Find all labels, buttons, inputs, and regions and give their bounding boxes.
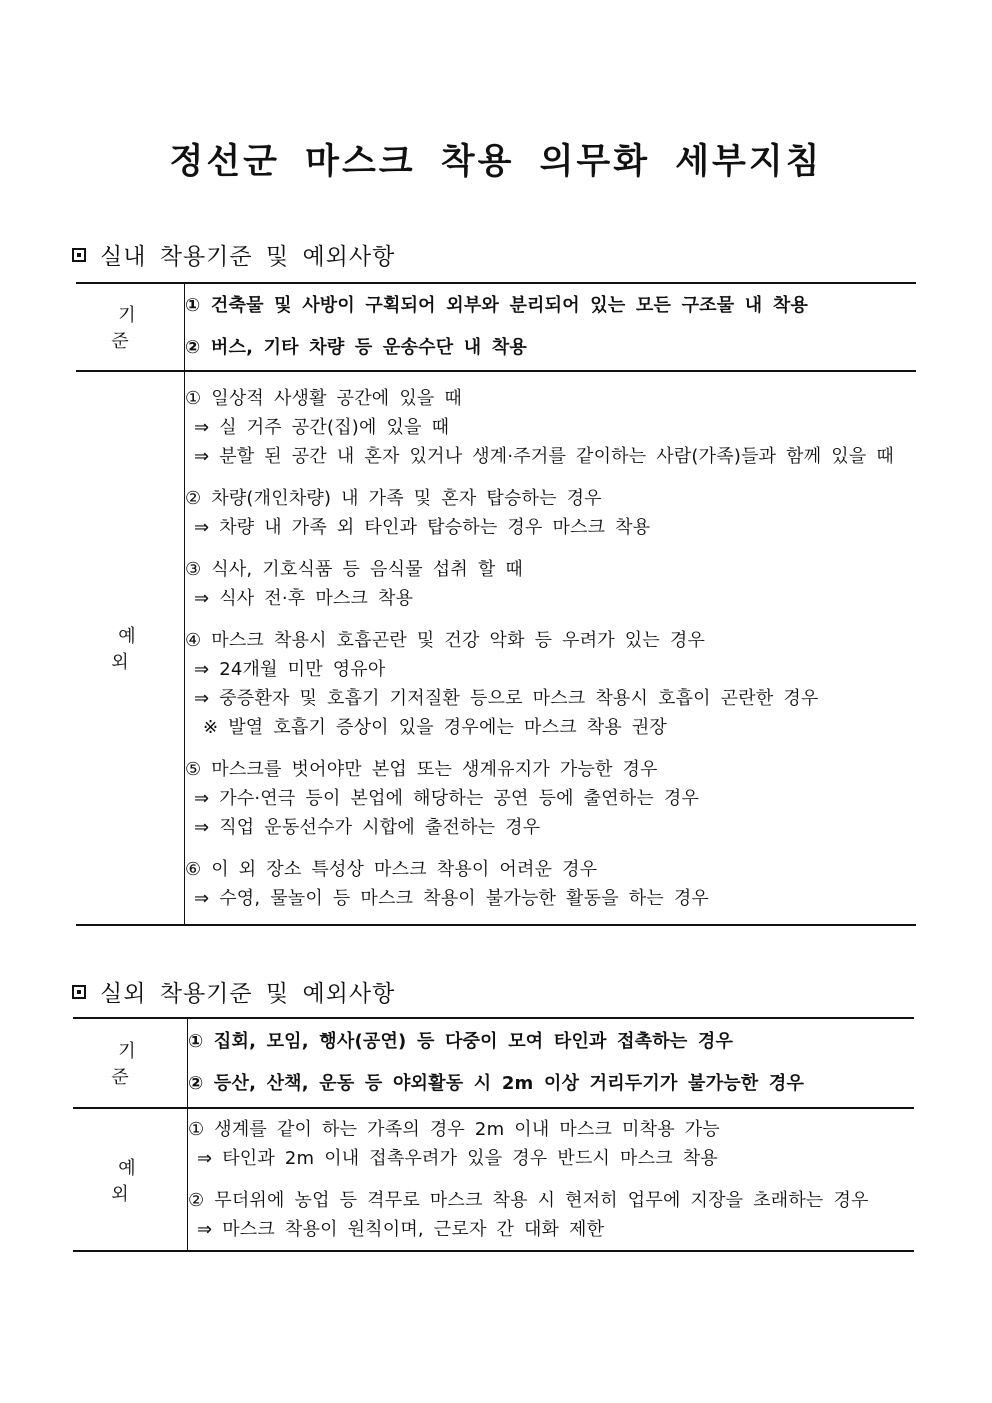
exception-head: ④ 마스크 착용시 호흡곤란 및 건강 악화 등 우려가 있는 경우 — [185, 629, 706, 651]
exception-head: ③ 식사, 기호식품 등 음식물 섭취 할 때 — [185, 558, 523, 580]
standard-cell — [185, 283, 917, 371]
exception-cell — [185, 371, 917, 925]
square-bullet-icon — [72, 248, 86, 262]
exception-sub: ⇒ 마스크 착용이 원칙이며, 근로자 간 대화 제한 — [197, 1219, 605, 1240]
exception-group — [188, 1186, 914, 1244]
exception-head: ② 차량(개인차량) 내 가족 및 혼자 탑승하는 경우 — [185, 487, 602, 509]
exception-group — [185, 384, 916, 471]
exception-sub: ⇒ 24개월 미만 영유아 — [194, 658, 386, 680]
section-heading-text: 실외 착용기준 및 예외사항 — [100, 981, 396, 1007]
exception-head: ① 생계를 같이 하는 가족의 경우 2m 이내 마스크 미착용 가능 — [188, 1119, 720, 1140]
square-bullet-icon — [72, 985, 86, 999]
standard-item: ① 집회, 모임, 행사(공연) 등 다중이 모여 타인과 접촉하는 경우 — [188, 1031, 734, 1052]
exception-group — [185, 855, 916, 913]
standard-label: 기 준 — [73, 1018, 188, 1108]
exception-sub: ⇒ 가수·연극 등이 본업에 해당하는 공연 등에 출연하는 경우 — [194, 787, 700, 809]
exception-note: ※ 발열 호흡기 증상이 있을 경우에는 마스크 착용 권장 — [203, 716, 668, 738]
exception-group — [188, 1115, 914, 1173]
exception-sub: ⇒ 식사 전·후 마스크 착용 — [194, 587, 414, 609]
exception-sub: ⇒ 실 거주 공간(집)에 있을 때 — [194, 416, 450, 438]
section-heading-indoor — [72, 238, 395, 271]
standard-item: ② 버스, 기타 차량 등 운송수단 내 착용 — [185, 337, 527, 358]
section-heading-outdoor — [72, 975, 395, 1008]
exception-sub: ⇒ 중증환자 및 호흡기 기저질환 등으로 마스크 착용시 호흡이 곤란한 경우 — [194, 687, 819, 709]
exception-row — [73, 1108, 914, 1251]
outdoor-guideline-table — [73, 1017, 914, 1252]
exception-group — [185, 626, 916, 742]
exception-head: ① 일상적 사생활 공간에 있을 때 — [185, 387, 462, 409]
exception-head: ② 무더위에 농업 등 격무로 마스크 착용 시 현저히 업무에 지장을 초래하는 경우 — [188, 1190, 869, 1211]
standard-label: 기 준 — [76, 283, 185, 371]
exception-label: 예 외 — [76, 371, 185, 925]
section-heading-text: 실내 착용기준 및 예외사항 — [100, 244, 396, 270]
exception-sub: ⇒ 수영, 물놀이 등 마스크 착용이 불가능한 활동을 하는 경우 — [194, 887, 710, 909]
standard-item: ② 등산, 산책, 운동 등 야외활동 시 2m 이상 거리두기가 불가능한 경우 — [188, 1073, 805, 1094]
exception-head: ⑥ 이 외 장소 특성상 마스크 착용이 어려운 경우 — [185, 858, 598, 880]
exception-label: 예 외 — [73, 1108, 188, 1251]
exception-group — [185, 484, 916, 542]
exception-sub: ⇒ 차량 내 가족 외 타인과 탑승하는 경우 마스크 착용 — [194, 516, 651, 538]
exception-row — [76, 371, 916, 925]
exception-group — [185, 555, 916, 613]
exception-sub: ⇒ 분할 된 공간 내 혼자 있거나 생계·주거를 같이하는 사람(가족)들과 함께 있을 때 — [194, 445, 894, 467]
exception-sub: ⇒ 직업 운동선수가 시합에 출전하는 경우 — [194, 816, 541, 838]
page-title: 정선군 마스크 착용 의무화 세부지침 — [169, 142, 823, 182]
standard-row — [76, 283, 916, 371]
exception-group — [185, 755, 916, 842]
exception-cell — [188, 1108, 915, 1251]
standard-cell — [188, 1018, 915, 1108]
standard-item: ① 건축물 및 사방이 구획되어 외부와 분리되어 있는 모든 구조물 내 착용 — [185, 295, 809, 316]
exception-sub: ⇒ 타인과 2m 이내 접촉우려가 있을 경우 반드시 마스크 착용 — [197, 1148, 718, 1169]
indoor-guideline-table — [76, 282, 916, 926]
standard-row — [73, 1018, 914, 1108]
exception-head: ⑤ 마스크를 벗어야만 본업 또는 생계유지가 가능한 경우 — [185, 758, 658, 780]
